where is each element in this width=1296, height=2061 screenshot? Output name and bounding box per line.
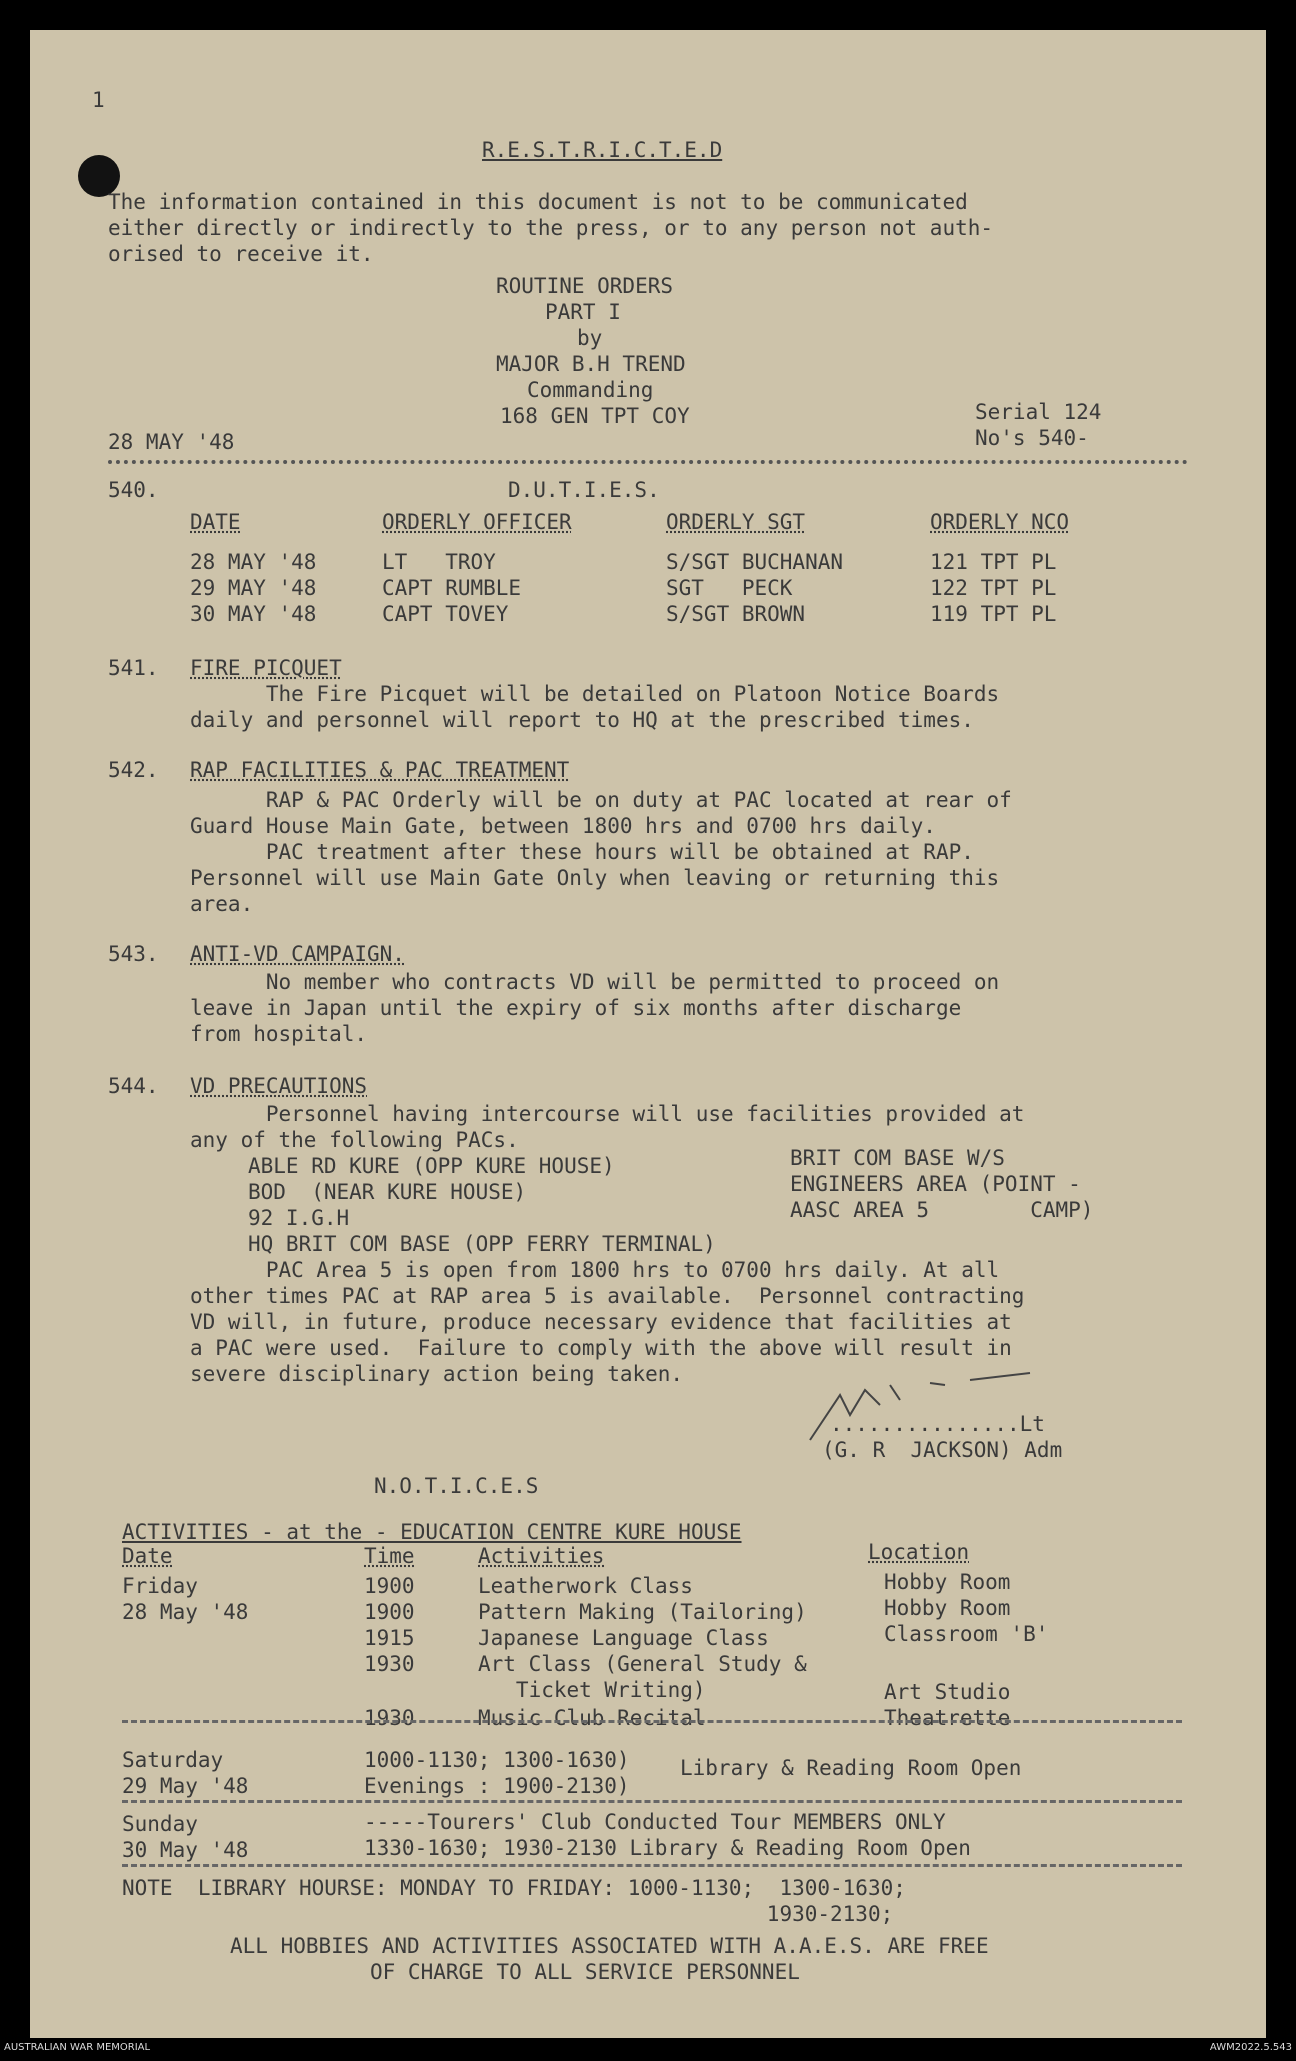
saturday-time: Evenings : 1900-2130) — [364, 1774, 630, 1798]
duty-date: 28 MAY '48 — [190, 550, 317, 574]
page-mark: 1 — [92, 88, 105, 112]
duty-sgt: S/SGT BUCHANAN — [666, 550, 844, 574]
col-time: Time — [364, 1544, 415, 1568]
duty-nco: 121 TPT PL — [930, 550, 1057, 574]
notice-line-2: either directly or indirectly to the press, or to any person not auth- — [108, 216, 994, 240]
order-number: 543. — [108, 942, 159, 966]
activity-time: 1900 — [364, 1574, 415, 1598]
notice-line-3: orised to receive it. — [108, 242, 374, 266]
footer-id: AWM2022.5.543 — [1209, 2042, 1292, 2053]
note-line: 1930-2130; — [122, 1902, 894, 1926]
order-line: other times PAC at RAP area 5 is available. Personnel contracting — [190, 1284, 1025, 1308]
col-nco: ORDERLY NCO — [930, 510, 1070, 534]
serial-number: Serial 124 — [975, 400, 1102, 424]
order-line: severe disciplinary action being taken. — [190, 1362, 684, 1386]
sunday-date: 30 May '48 — [122, 1838, 249, 1862]
pac-left: ABLE RD KURE (OPP KURE HOUSE) — [248, 1154, 615, 1178]
activity-time: 1915 — [364, 1626, 415, 1650]
document-page — [30, 30, 1266, 2038]
activity-time: 1930 — [364, 1652, 415, 1676]
duty-date: 29 MAY '48 — [190, 576, 317, 600]
pac-left: BOD (NEAR KURE HOUSE) — [248, 1180, 527, 1204]
pac-right: ENGINEERS AREA (POINT - — [790, 1172, 1081, 1196]
duty-sgt: S/SGT BROWN — [666, 602, 806, 626]
sunday-line: 1330-1630; 1930-2130 Library & Reading Room Open — [364, 1836, 971, 1860]
order-line: PAC treatment after these hours will be obtained at RAP. — [190, 840, 974, 864]
signature-name: (G. R JACKSON) Adm — [822, 1438, 1063, 1462]
footer-source: AUSTRALIAN WAR MEMORIAL — [4, 2042, 151, 2053]
section-divider — [122, 1864, 1182, 1867]
duties-number: 540. — [108, 478, 159, 502]
order-line: from hospital. — [190, 1022, 368, 1046]
saturday-date: 29 May '48 — [122, 1774, 249, 1798]
duty-nco: 119 TPT PL — [930, 602, 1057, 626]
title-line-3: by — [577, 326, 603, 350]
duty-officer: CAPT RUMBLE — [382, 576, 522, 600]
saturday-date: Saturday — [122, 1748, 224, 1772]
activity-time: 1900 — [364, 1600, 415, 1624]
pac-left: HQ BRIT COM BASE (OPP FERRY TERMINAL) — [248, 1232, 716, 1256]
duty-nco: 122 TPT PL — [930, 576, 1057, 600]
title-line-5: Commanding — [527, 378, 654, 402]
friday-date: 28 May '48 — [122, 1600, 249, 1624]
nos-range: No's 540- — [975, 426, 1089, 450]
order-number: 544. — [108, 1074, 159, 1098]
order-title: RAP FACILITIES & PAC TREATMENT — [190, 758, 570, 782]
title-line-1: ROUTINE ORDERS — [496, 274, 674, 298]
pac-right: BRIT COM BASE W/S — [790, 1146, 1005, 1170]
duty-officer: LT TROY — [382, 550, 496, 574]
pac-left: 92 I.G.H — [248, 1206, 350, 1230]
order-title: FIRE PICQUET — [190, 656, 342, 680]
order-line: Guard House Main Gate, between 1800 hrs and 0700 hrs daily. — [190, 814, 936, 838]
duties-heading: D.U.T.I.E.S. — [508, 478, 660, 502]
order-line: a PAC were used. Failure to comply with the above will result in — [190, 1336, 1012, 1360]
col-officer: ORDERLY OFFICER — [382, 510, 572, 534]
friday-date: Friday — [122, 1574, 198, 1598]
activity-name: Leatherwork Class — [478, 1574, 693, 1598]
activity-name: Pattern Making (Tailoring) — [478, 1600, 807, 1624]
order-line: leave in Japan until the expiry of six months after discharge — [190, 996, 962, 1020]
note-line: NOTE LIBRARY HOURSE: MONDAY TO FRIDAY: 1000-1130; 1300-1630; — [122, 1876, 906, 1900]
order-number: 541. — [108, 656, 159, 680]
section-divider — [122, 1720, 1182, 1723]
activity-location: Theatrette — [884, 1706, 1011, 1730]
notice-line-1: The information contained in this document is not to be communicated — [108, 190, 968, 214]
saturday-activity: Library & Reading Room Open — [680, 1756, 1022, 1780]
divider-line — [108, 460, 1188, 464]
col-date: DATE — [190, 510, 241, 534]
saturday-time: 1000-1130; 1300-1630) — [364, 1748, 630, 1772]
order-line: daily and personnel will report to HQ at the prescribed times. — [190, 708, 974, 732]
free-line: ALL HOBBIES AND ACTIVITIES ASSOCIATED WITH A.A.E.S. ARE FREE — [230, 1934, 989, 1958]
col-activities: Activities — [478, 1544, 605, 1568]
activity-name: Art Class (General Study & — [478, 1652, 807, 1676]
col-sgt: ORDERLY SGT — [666, 510, 806, 534]
order-line: The Fire Picquet will be detailed on Platoon Notice Boards — [190, 682, 1000, 706]
activity-name: Ticket Writing) — [478, 1678, 706, 1702]
duty-officer: CAPT TOVEY — [382, 602, 509, 626]
activity-location: Art Studio — [884, 1680, 1011, 1704]
title-line-6: 168 GEN TPT COY — [500, 404, 690, 428]
order-title: ANTI-VD CAMPAIGN. — [190, 942, 405, 966]
sunday-date: Sunday — [122, 1812, 198, 1836]
col-date: Date — [122, 1544, 173, 1568]
order-line: PAC Area 5 is open from 1800 hrs to 0700 hrs daily. At all — [190, 1258, 1000, 1282]
activities-title: ACTIVITIES - at the - EDUCATION CENTRE KURE HOUSE — [122, 1520, 742, 1544]
order-line: RAP & PAC Orderly will be on duty at PAC located at rear of — [190, 788, 1012, 812]
notices-heading: N.O.T.I.C.E.S — [374, 1474, 539, 1498]
section-divider — [122, 1800, 1182, 1803]
signature-line: ...............Lt — [830, 1412, 1045, 1436]
duty-sgt: SGT PECK — [666, 576, 793, 600]
restricted-heading: R.E.S.T.R.I.C.T.E.D — [482, 138, 723, 162]
activity-time: 1930 — [364, 1706, 415, 1730]
activity-name: Japanese Language Class — [478, 1626, 769, 1650]
free-line: OF CHARGE TO ALL SERVICE PERSONNEL — [370, 1960, 800, 1984]
duty-date: 30 MAY '48 — [190, 602, 317, 626]
sunday-line: -----Tourers' Club Conducted Tour MEMBERS ONLY — [364, 1810, 946, 1834]
activity-location: Classroom 'B' — [884, 1622, 1049, 1646]
order-line: Personnel will use Main Gate Only when leaving or returning this — [190, 866, 1000, 890]
order-line: Personnel having intercourse will use facilities provided at — [190, 1102, 1025, 1126]
title-line-2: PART I — [545, 300, 621, 324]
order-number: 542. — [108, 758, 159, 782]
title-line-4: MAJOR B.H TREND — [496, 352, 686, 376]
order-line: No member who contracts VD will be permitted to proceed on — [190, 970, 1000, 994]
order-line: any of the following PACs. — [190, 1128, 519, 1152]
order-title: VD PRECAUTIONS — [190, 1074, 368, 1098]
order-line: area. — [190, 892, 254, 916]
activity-location: Hobby Room — [884, 1596, 1011, 1620]
pac-right: AASC AREA 5 CAMP) — [790, 1198, 1094, 1222]
activity-name: Music Club Recital — [478, 1706, 706, 1730]
order-date: 28 MAY '48 — [108, 430, 235, 454]
activity-location: Hobby Room — [884, 1570, 1011, 1594]
col-location: Location — [868, 1540, 970, 1564]
order-line: VD will, in future, produce necessary evidence that facilities at — [190, 1310, 1012, 1334]
